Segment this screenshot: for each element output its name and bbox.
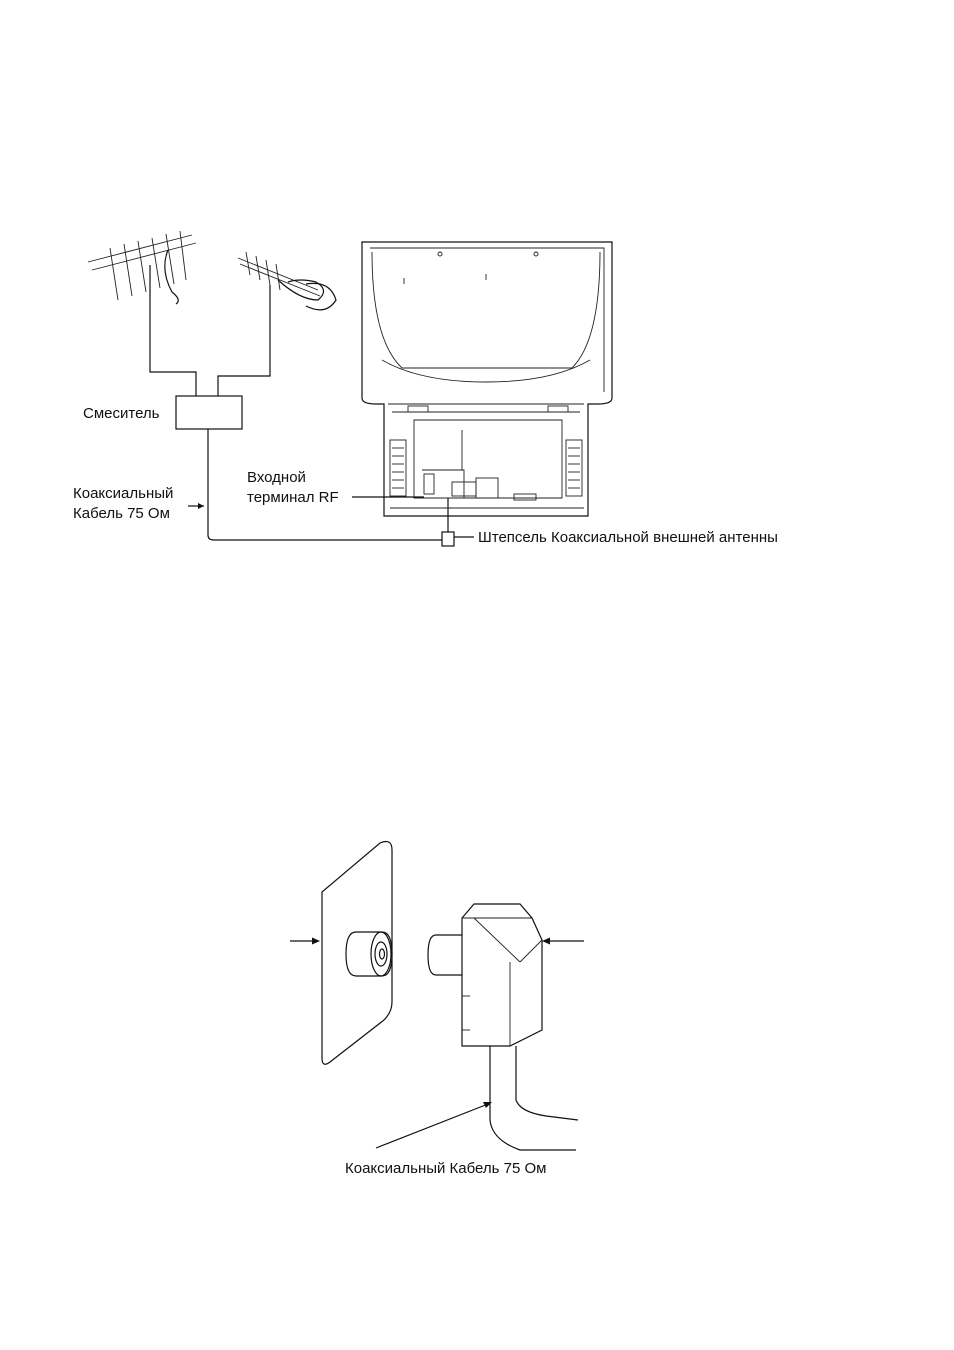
tv-rear-view-icon <box>362 242 612 516</box>
coax-plug-connection-diagram <box>290 842 584 1177</box>
antenna-connection-diagram <box>73 231 778 546</box>
mixer-label: Смеситель <box>83 405 160 422</box>
mixer-box <box>176 396 242 429</box>
coax-cable-label-line2: Кабель 75 Ом <box>73 505 170 522</box>
wall-socket-plate <box>322 842 392 1065</box>
coax-cable-label: Коаксиальный Кабель 75 Ом <box>345 1160 547 1177</box>
coax-plug-icon <box>442 532 454 546</box>
coax-cable-label-line1: Коаксиальный <box>73 485 174 502</box>
uhf-antenna-right-icon <box>238 252 336 368</box>
yagi-antenna-left-icon <box>88 231 196 368</box>
coax-plug-connector-icon <box>428 904 542 1046</box>
coax-cable-line <box>208 429 442 540</box>
antenna-plug-label: Штепсель Коаксиальной внешней антенны <box>478 529 778 546</box>
coax-cable-icon <box>490 1046 576 1150</box>
rf-terminal-label-line2: терминал RF <box>247 489 339 506</box>
rf-terminal-label-line1: Входной <box>247 469 306 486</box>
